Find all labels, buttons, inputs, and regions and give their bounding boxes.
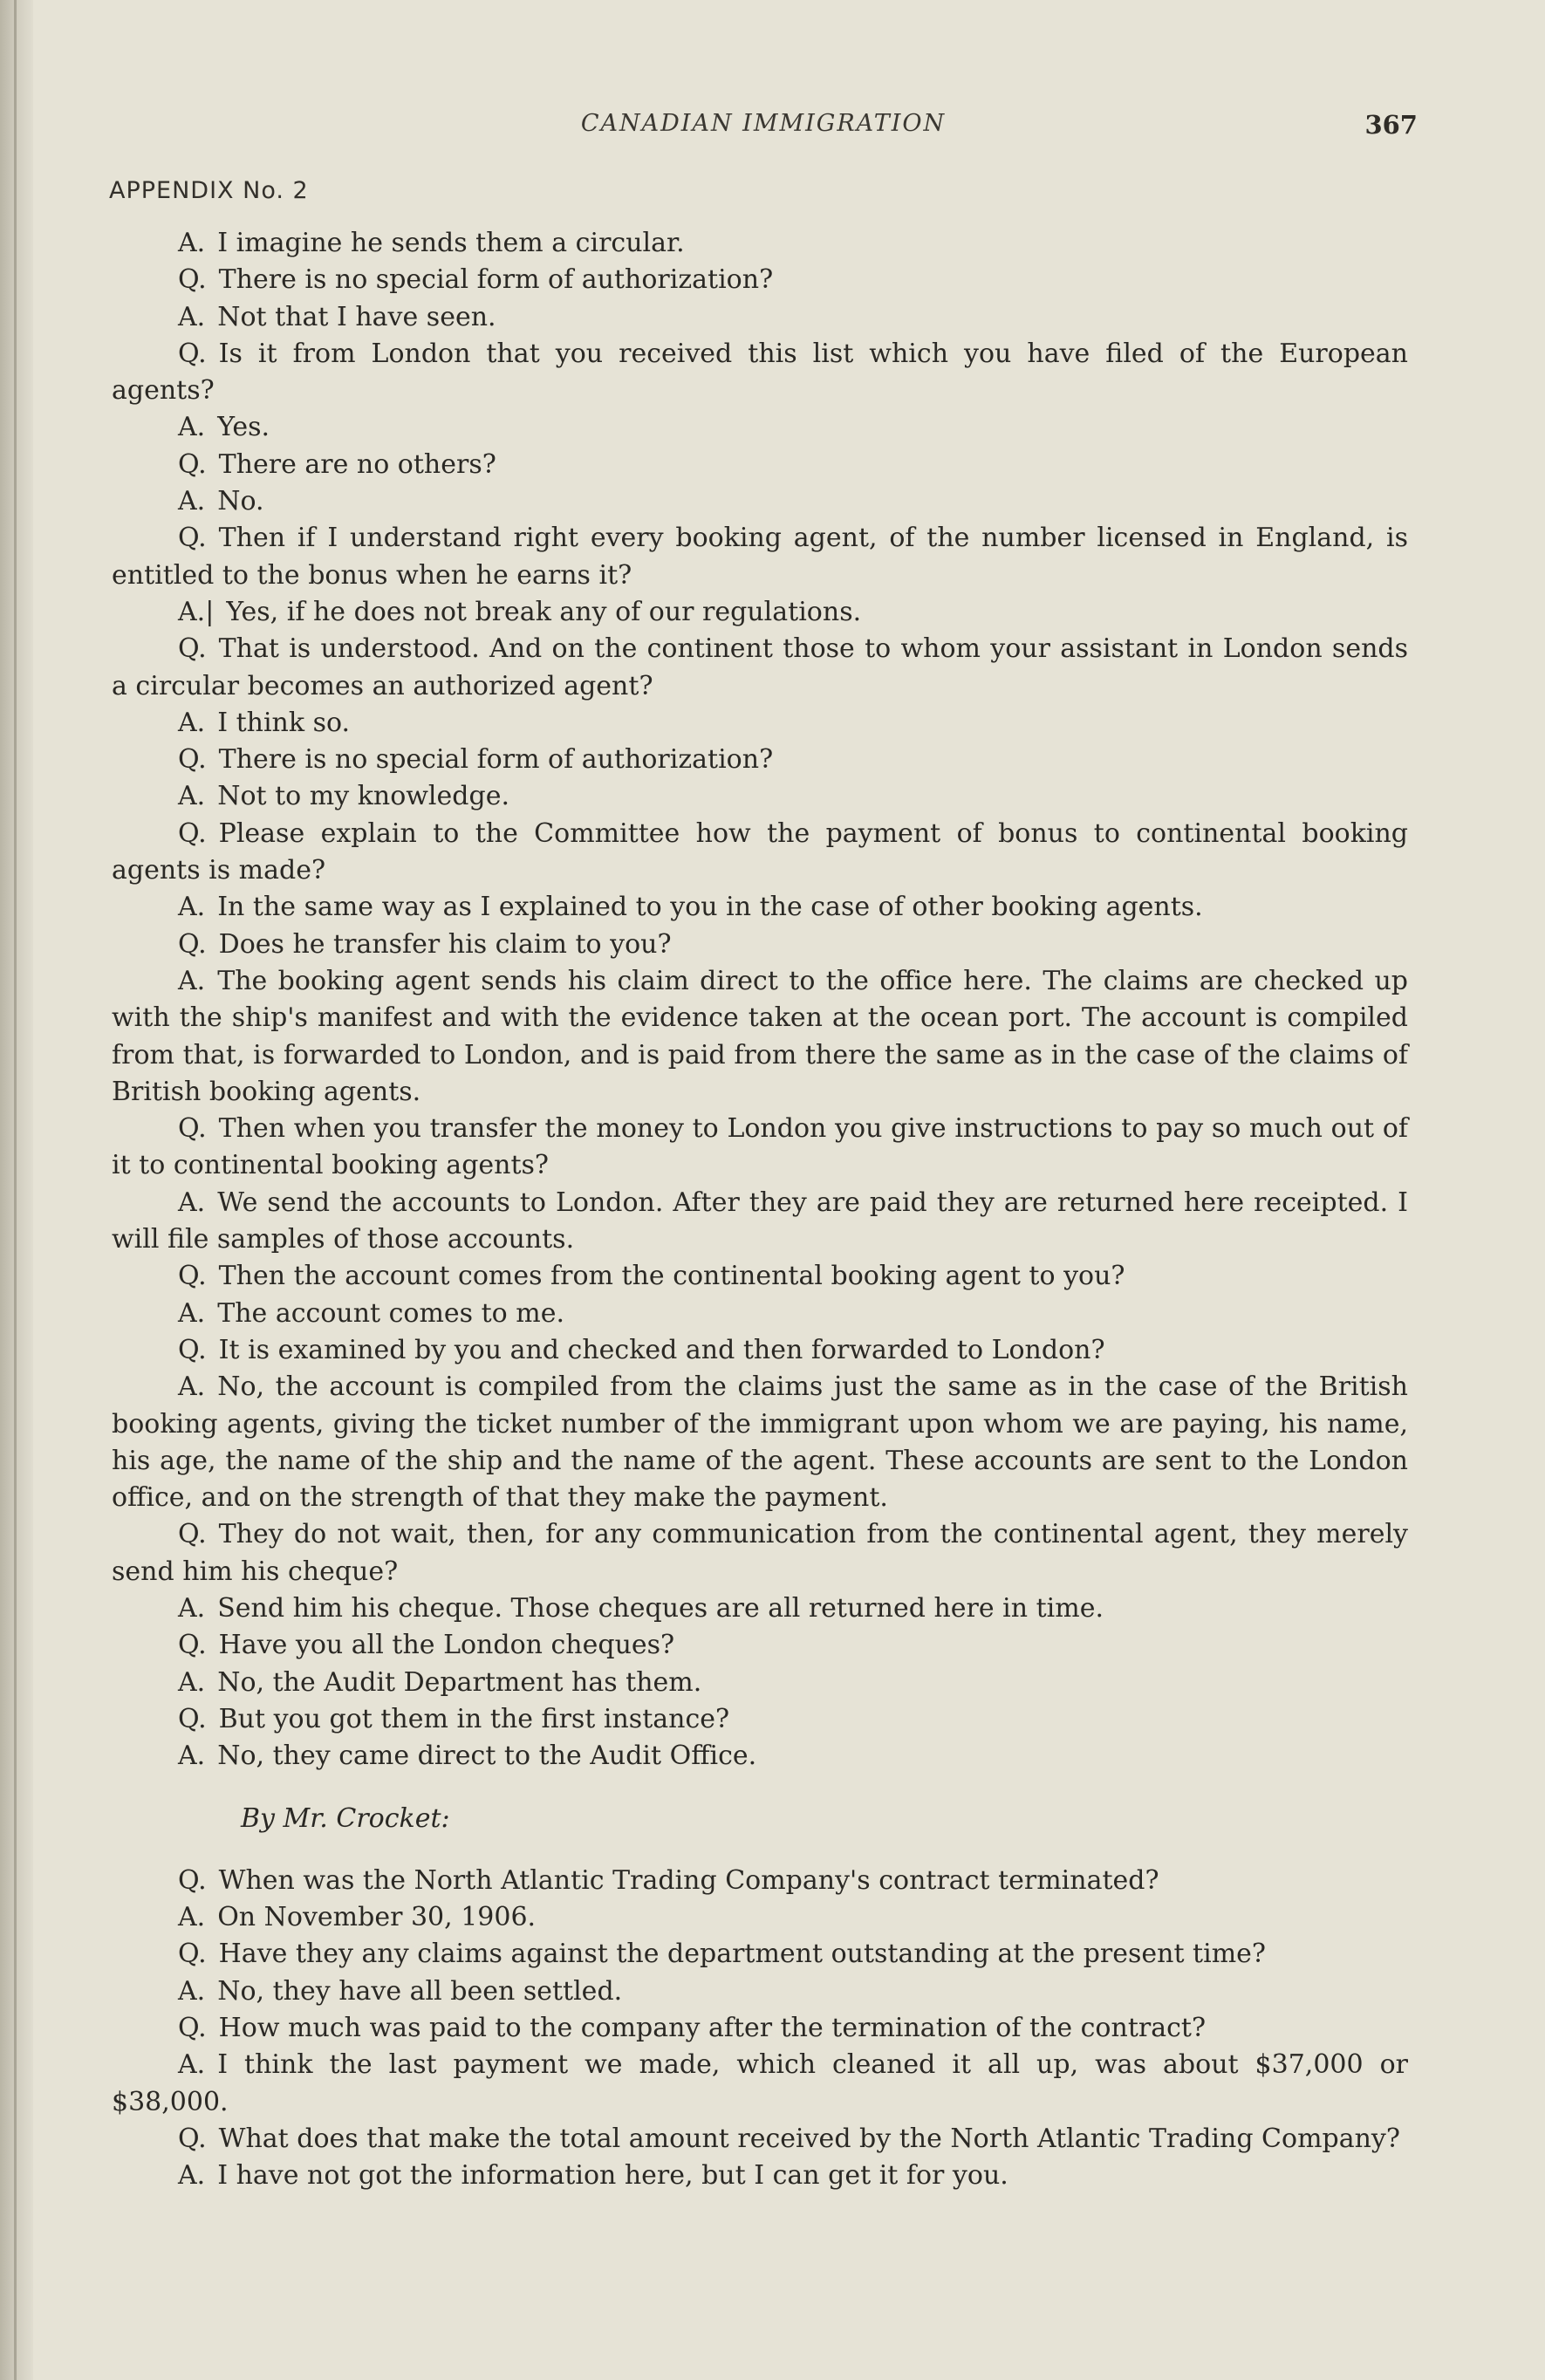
question-paragraph: [112, 1701, 1408, 1738]
speaker-label: Q.: [178, 1703, 207, 1734]
paragraph-text: The account comes to me.: [217, 1297, 564, 1329]
speaker-label: Q.: [178, 448, 207, 480]
paragraph-text: There is no special form of authorization?: [218, 264, 774, 296]
speaker-label: A.: [178, 228, 206, 258]
speaker-label: A.: [178, 1297, 206, 1329]
paragraph-text: Have they any claims against the department outstanding at the present time?: [218, 1939, 1266, 1970]
speaker-label: A.|: [178, 596, 215, 627]
paragraph-text: On November 30, 1906.: [217, 1902, 537, 1933]
paragraph-text: That is understood. And on the continent those to whom your assistant in London sends a circular becomes an authorized agent?: [112, 633, 1408, 701]
answer-paragraph: [112, 225, 1408, 262]
paragraph-text: Not that I have seen.: [217, 301, 496, 332]
speaker-label: Q.: [178, 264, 207, 296]
paragraph-text: But you got them in the first instance?: [218, 1703, 730, 1734]
speaker-label: Q.: [178, 744, 207, 776]
paragraph-text: No, the Audit Department has them.: [217, 1666, 702, 1698]
paragraph-text: I think so.: [217, 707, 351, 738]
answer-paragraph: [112, 299, 1408, 336]
speaker-label: A.: [178, 1666, 206, 1698]
speaker-label: A.: [178, 301, 206, 332]
speaker-label: A.: [178, 707, 206, 738]
paragraph-text: I think the last payment we made, which cleaned it all up, was about $37,000 or $38,000.: [112, 2049, 1408, 2117]
paragraph-text: They do not wait, then, for any communication from the continental agent, they merely send him his cheque?: [112, 1519, 1408, 1587]
paragraph-text: Not to my knowledge.: [217, 781, 509, 812]
speaker-label: A.: [178, 1902, 206, 1933]
paragraph-text: I imagine he sends them a circular.: [217, 228, 685, 258]
paragraph-text: No, they came direct to the Audit Office.: [217, 1741, 757, 1772]
question-paragraph: [112, 1258, 1408, 1295]
answer-paragraph: [112, 2047, 1408, 2121]
question-paragraph: [112, 1111, 1408, 1185]
speaker-label: A.: [178, 892, 206, 923]
question-paragraph: [112, 631, 1408, 705]
page-number: 367: [1364, 110, 1418, 140]
speaker-label: A.: [178, 2049, 206, 2081]
question-paragraph: [112, 1516, 1408, 1590]
paragraph-text: We send the accounts to London. After they are paid they are returned here receipted. I will file samples of those accounts.: [112, 1187, 1408, 1255]
paragraph-text: It is examined by you and checked and then forwarded to London?: [218, 1334, 1105, 1365]
paragraph-text: No.: [217, 486, 264, 517]
appendix-label: APPENDIX No. 2: [109, 177, 309, 204]
paragraph-text: Is it from London that you received this list which you have filed of the European agents?: [112, 338, 1408, 407]
speaker-label: A.: [178, 965, 206, 996]
paragraph-text: When was the North Atlantic Trading Company's contract terminated?: [218, 1864, 1159, 1896]
answer-paragraph: [112, 483, 1408, 520]
paragraph-text: Please explain to the Committee how the payment of bonus to continental booking agents is made?: [112, 817, 1408, 886]
gutter-line: [14, 0, 17, 2380]
answer-paragraph: [112, 2158, 1408, 2194]
speaker-label: A.: [178, 1741, 206, 1772]
paragraph-text: Have you all the London cheques?: [218, 1630, 675, 1661]
answer-paragraph: [112, 594, 1408, 631]
answer-paragraph: [112, 889, 1408, 926]
question-paragraph: [112, 2010, 1408, 2047]
speaker-label: A.: [178, 1975, 206, 2007]
answer-paragraph: [112, 1665, 1408, 1701]
speaker-label: Q.: [178, 1939, 207, 1970]
speaker-label: A.: [178, 2160, 206, 2192]
question-paragraph: [112, 2121, 1408, 2158]
paragraph-text: There is no special form of authorization?: [218, 744, 774, 776]
question-paragraph: [112, 1332, 1408, 1369]
speaker-label: Q.: [178, 1113, 207, 1145]
paragraph-text: In the same way as I explained to you in the case of other booking agents.: [217, 892, 1203, 923]
question-paragraph: [112, 927, 1408, 963]
question-paragraph: [112, 816, 1408, 890]
speaker-label: A.: [178, 412, 206, 443]
testimony-body: [112, 225, 1408, 2194]
speaker-label: A.: [178, 486, 206, 517]
speaker-label: A.: [178, 1371, 206, 1403]
question-paragraph: [112, 1936, 1408, 1973]
running-title: CANADIAN IMMIGRATION: [580, 110, 947, 137]
speaker-label: Q.: [178, 1334, 207, 1365]
paragraph-text: The booking agent sends his claim direct to the office here. The claims are checked up with the ship's manifest and with the evidence taken at the ocean port. The account is compiled from that, is forwarded to London, and is paid from there the same as in the case of the claims of British booking agents.: [112, 965, 1408, 1107]
paragraph-text: Yes.: [217, 412, 270, 443]
answer-paragraph: [112, 409, 1408, 446]
paragraph-text: No, they have all been settled.: [217, 1975, 623, 2007]
answer-paragraph: [112, 1899, 1408, 1936]
paragraph-text: How much was paid to the company after the termination of the contract?: [218, 2012, 1207, 2043]
paragraph-text: Send him his cheque. Those cheques are all returned here in time.: [217, 1592, 1104, 1624]
answer-paragraph: [112, 1296, 1408, 1332]
testimony-section-1: [112, 225, 1408, 1775]
paragraph-text: Does he transfer his claim to you?: [218, 928, 672, 960]
question-paragraph: [112, 262, 1408, 298]
speaker-label: Q.: [178, 1261, 207, 1292]
answer-paragraph: [112, 705, 1408, 742]
book-spine-shadow: [0, 0, 33, 2380]
examiner-byline: By Mr. Crocket:: [241, 1803, 450, 1835]
question-paragraph: [112, 520, 1408, 594]
paragraph-text: What does that make the total amount received by the North Atlantic Trading Company?: [218, 2123, 1400, 2154]
paragraph-text: There are no others?: [218, 448, 496, 480]
speaker-label: Q.: [178, 633, 207, 665]
answer-paragraph: [112, 1590, 1408, 1627]
speaker-label: Q.: [178, 338, 207, 369]
question-paragraph: [112, 742, 1408, 778]
speaker-label: Q.: [178, 1630, 207, 1661]
answer-paragraph: [112, 1369, 1408, 1516]
question-paragraph: [112, 1863, 1408, 1899]
answer-paragraph: [112, 778, 1408, 815]
answer-paragraph: [112, 1973, 1408, 2010]
answer-paragraph: [112, 1185, 1408, 1259]
speaker-label: Q.: [178, 2012, 207, 2043]
paragraph-text: Then when you transfer the money to London you give instructions to pay so much out of it to continental booking agents?: [112, 1113, 1408, 1181]
speaker-label: Q.: [178, 523, 207, 554]
speaker-label: Q.: [178, 1864, 207, 1896]
answer-paragraph: [112, 963, 1408, 1111]
answer-paragraph: [112, 1738, 1408, 1775]
paragraph-text: I have not got the information here, but I can get it for you.: [217, 2160, 1008, 2192]
running-head: [109, 110, 1418, 145]
question-paragraph: [112, 336, 1408, 410]
speaker-label: A.: [178, 1187, 206, 1218]
speaker-label: Q.: [178, 928, 207, 960]
speaker-label: Q.: [178, 1519, 207, 1550]
speaker-label: Q.: [178, 817, 207, 849]
speaker-label: Q.: [178, 2123, 207, 2154]
paragraph-text: Then if I understand right every booking agent, of the number licensed in England, is entitled to the bonus when he earns it?: [112, 523, 1408, 591]
question-paragraph: [112, 1627, 1408, 1664]
paragraph-text: Yes, if he does not break any of our regulations.: [226, 596, 862, 627]
speaker-label: A.: [178, 1592, 206, 1624]
testimony-section-2: [112, 1863, 1408, 2195]
speaker-label: A.: [178, 781, 206, 812]
question-paragraph: [112, 447, 1408, 483]
paragraph-text: No, the account is compiled from the claims just the same as in the case of the British booking agents, giving the ticket number of the immigrant upon whom we are paying, his name, his age, the name of the ship and the name of the agent. These accounts are sent to the London office, and on the strength of that they make the payment.: [112, 1371, 1408, 1514]
paragraph-text: Then the account comes from the continental booking agent to you?: [218, 1261, 1125, 1292]
